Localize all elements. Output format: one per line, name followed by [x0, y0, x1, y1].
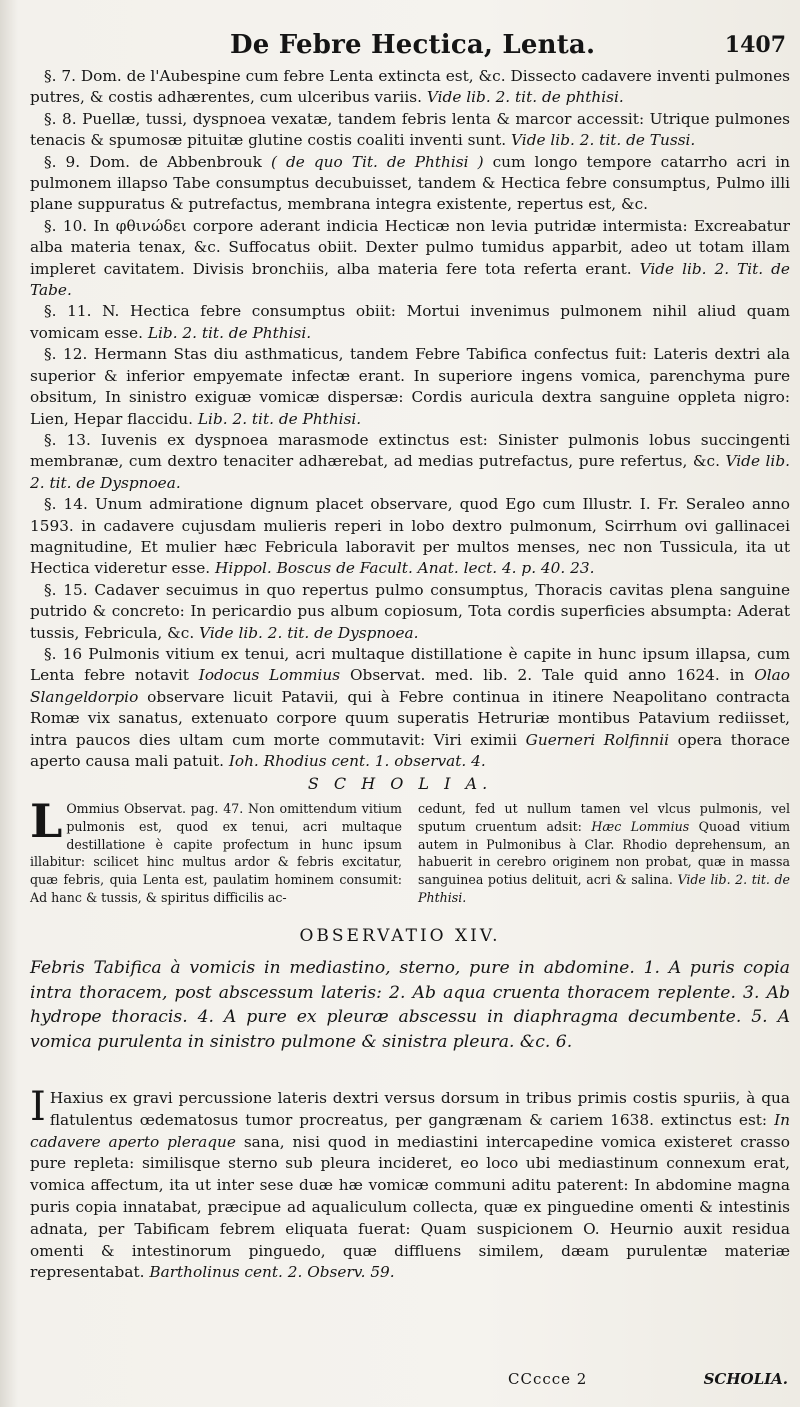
page-number: 1407	[724, 32, 786, 58]
scholia-heading: S C H O L I A.	[307, 774, 493, 793]
observations-section	[30, 66, 790, 772]
observation-paragraph: §. 14. Unum admiratione dignum placet observare, quod Ego cum Illustr. I. Fr. Seraleo anno 1593. in cadavere cujusdam mulieris reperi in lobo dextro pulmonum, Scirrhum ovi gallinacei magnitudine, Et mulier hæc Febricula laboravit per multos menses, nec non Tussicula, ita ut Hectica videretur esse. Hippol. Boscus de Facult. Anat. lect. 4. p. 40. 23.	[30, 495, 790, 578]
observation-paragraph: §. 13. Iuvenis ex dyspnoea marasmode extinctus est: Sinister pulmonis lobus succingenti membranæ, cum dextro tenaciter adhærebat, ad medias putrefactus, pure refertus, &c. Vide lib. 2. tit. de Dyspnoea.	[30, 430, 791, 492]
drop-cap: L	[30, 794, 63, 848]
observation-paragraph: §. 10. In φθινώδει corpore aderant indicia Hecticæ non levia putridæ intermista: Excreabatur alba materia tenax, &c. Suffocatus obiit. Dexter pulmo tumidus apparbit, adeo ut totam illam impleret cavitatem. Divisis bronchiis, alba materia fere tota referta erant. Vide lib. 2. Tit. de Tabe.	[30, 216, 790, 300]
observatio-heading: OBSERVATIO XIV.	[299, 926, 501, 946]
observation-paragraph: §. 12. Hermann Stas diu asthmaticus, tandem Febre Tabifica confectus fuit: Lateris dextri ala superior & inferior empyemate infectæ erant. In superiore ingens vomica, parenchyma pure obsitum, In sinistro exiguæ vomicæ dispersæ: Cordis auricula dextra sanguine oppleta nigro: Lien, Hepar flaccidu. Lib. 2. tit. de Phthisi.	[30, 345, 790, 428]
observation-paragraph: §. 11. N. Hectica febre consumptus obiit: Mortui invenimus pulmonem nihil aliud quam vomicam esse. Lib. 2. tit. de Phthisi.	[30, 302, 790, 342]
observation-paragraph: §. 16 Pulmonis vitium ex tenui, acri multaque distillatione è capite in hunc ipsum illapsa, cum Lenta febre notavit Iodocus Lommius Observat. med. lib. 2. Tale quid anno 1624. in Olao Slangeldorpio observare licuit Patavii, qui à Febre continua in itinere Neapolitano contracta Romæ vix sanatus, extenuato corpore quum superatis Hetruriæ montibus Patavium rediisset, intra paucos dies ultam cum morte commutavit: Viri eximii Guerneri Rolfinnii opera thorace aperto causa mali patuit. Ioh. Rhodius cent. 1. observat. 4.	[30, 644, 790, 770]
observation-paragraph: §. 8. Puellæ, tussi, dyspnoea vexatæ, tandem febris lenta & marcor accessit: Utrique pulmones tenacis & spumosæ pituitæ glutine costis coaliti inventi sunt. Vide lib. 2. tit. de Tussi.	[30, 109, 791, 150]
observation-paragraph: §. 15. Cadaver secuimus in quo repertus pulmo consumptus, Thoracis cavitas plena sanguine putrido & concreto: In pericardio pus album copiosum, Tota cordis superficies absumpta: Aderat tussis, Febricula, &c. Vide lib. 2. tit. de Dyspnoea.	[30, 580, 790, 642]
page-header	[0, 30, 800, 64]
drop-cap: I	[30, 1084, 46, 1130]
observatio-text: I Haxius ex gravi percussione lateris dextri versus dorsum in tribus primis costis spuriis, à qua flatulentus œdematosus tumor procreatus, per gangrænam & cariem 1638. extinctus est: In cadavere aperto pleraque sana, nisi quod in mediastini intercapedine vomica existeret crasso pure repleta: similisque sterno sub pleura incideret, eo loco ubi mediastinum connexum erat, vomica affectum, ita ut inter sese duæ hæ vomicæ communi aditu paterent: In abdomine magna puris copia innatabat, præcipue ad aqualiculum collecta, quæ ex pinguedine omenti & intestinis adnata, per Tabificam febrem eliquata fuerat: Quam suspicionem O. Heurnio auxit residua omenti & intestinorum pinguedo, quæ diffluens similem, dæam purulentæ materiæ representabat. Bartholinus cent. 2. Observ. 59.	[30, 1084, 790, 1282]
page-footer	[0, 1370, 800, 1394]
scholia-column-left: L Ommius Observat. pag. 47. Non omittendum vitium pulmonis est, quod ex tenui, acri multaque destillatione è capite profectum in hunc ipsum illabitur: scilicet hinc multus ardor & febris excitatur, quæ febris, quia Lenta est, paulatim hominem consumit: Ad hanc & tussis, & spiritus difficilis ac-	[30, 794, 402, 905]
observation-paragraph: §. 7. Dom. de l'Aubespine cum febre Lenta extincta est, &c. Dissecto cadavere inventi pulmones putres, & costis adhærentes, cum ulceribus variis. Vide lib. 2. tit. de phthisi.	[30, 67, 790, 107]
signature-mark: CCccce 2	[508, 1370, 588, 1388]
scholia-section	[30, 794, 791, 910]
running-title: De Febre Hectica, Lenta.	[230, 30, 596, 60]
observation-paragraph: §. 9. Dom. de Abbenbrouk ( de quo Tit. de Phthisi ) cum longo tempore catarrho acri in pulmonem illapso Tabe consumptus decubuisset, tandem & Hectica febre consumptus, Pulmo illi plane suppuratus & putrefactus, membrana integra existente, repertus est, &c.	[30, 152, 790, 214]
scholia-column-right: cedunt, fed ut nullum tamen vel vlcus pulmonis, vel sputum cruentum adsit: Hæc Lommius Quoad vitium autem in Pulmonibus à Clar. Rhodio deprehensum, an habuerit in cerebro originem non probat, quæ in massa sanguinea potius delituit, acri & salina. Vide lib. 2. tit. de Phthisi.	[418, 801, 791, 905]
observatio-summary: Febris Tabifica à vomicis in mediastino, sterno, pure in abdomine. 1. A puris copia intra thoracem, post abscessum lateris: 2. Ab aqua cruenta thoracem replente. 3. Ab hydrope thoracis. 4. A pure ex pleuræ abscessu in diaphragma decumbente. 5. A vomica purulenta in sinistro pulmone & sinistra pleura. &c. 6.	[30, 958, 790, 1052]
catchword: SCHOLIA.	[703, 1370, 788, 1388]
